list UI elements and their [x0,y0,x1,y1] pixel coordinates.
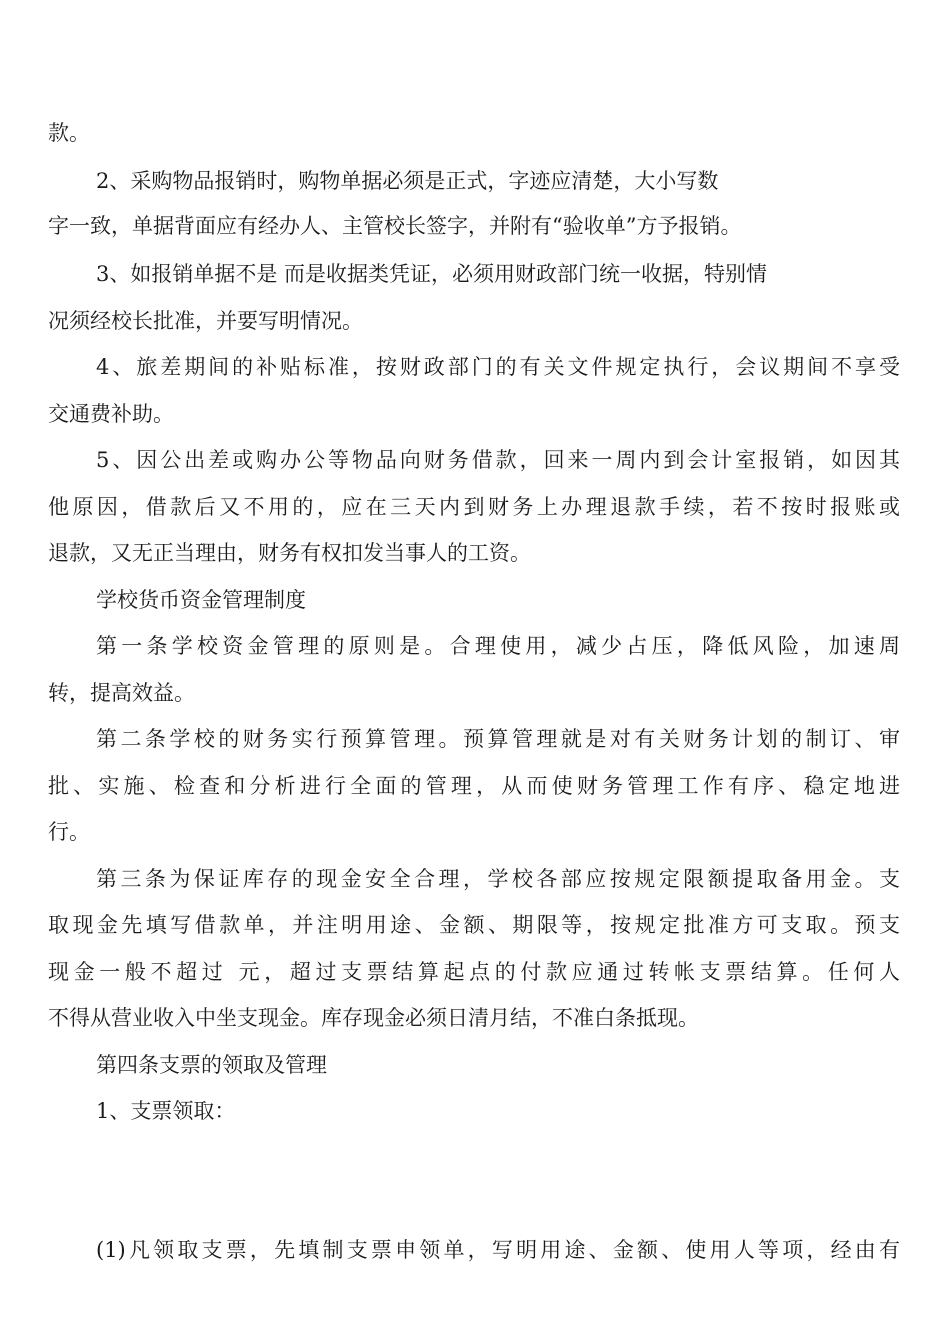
text-line: 第一条学校资金管理的原则是。合理使用，减少占压，降低风险，加速周 [96,634,900,658]
text-line: 1、支票领取： [96,1099,236,1123]
text-line: 现金一般不超过 元，超过支票结算起点的付款应通过转帐支票结算。任何人 [48,960,900,984]
text-line: 4、旅差期间的补贴标准，按财政部门的有关文件规定执行，会议期间不享受 [96,355,900,379]
text-line: 况须经校长批准，并要写明情况。 [48,309,363,333]
text-line: 不得从营业收入中坐支现金。库存现金必须日清月结，不准白条抵现。 [48,1006,699,1030]
text-line: 3、如报销单据不是 而是收据类凭证，必须用财政部门统一收据，特别情 [96,262,768,286]
section-heading: 第四条支票的领取及管理 [96,1053,327,1077]
text-line: 退款，又无正当理由，财务有权扣发当事人的工资。 [48,541,531,565]
text-line: 2、采购物品报销时，购物单据必须是正式，字迹应清楚，大小写数 [96,169,719,193]
section-heading: 学校货币资金管理制度 [96,588,306,612]
text-line: 取现金先填写借款单，并注明用途、金额、期限等，按规定批准方可支取。预支 [48,913,900,937]
text-line: 他原因，借款后又不用的，应在三天内到财务上办理退款手续，若不按时报账或 [48,495,900,519]
text-line: 款。 [48,121,90,145]
text-line: 交通费补助。 [48,402,174,426]
text-line: 第二条学校的财务实行预算管理。预算管理就是对有关财务计划的制订、审 [96,727,900,751]
text-line: 批、实施、检查和分析进行全面的管理，从而使财务管理工作有序、稳定地进 [48,774,900,798]
text-line: (1)凡领取支票，先填制支票申领单，写明用途、金额、使用人等项，经由有 [96,1238,900,1262]
text-line: 第三条为保证库存的现金安全合理，学校各部应按规定限额提取备用金。支 [96,867,900,891]
text-line: 行。 [48,820,90,844]
text-line: 转，提高效益。 [48,681,195,705]
text-line: 字一致，单据背面应有经办人、主管校长签字，并附有“验收单”方予报销。 [48,214,742,238]
text-line: 5、因公出差或购办公等物品向财务借款，回来一周内到会计室报销，如因其 [96,448,900,472]
